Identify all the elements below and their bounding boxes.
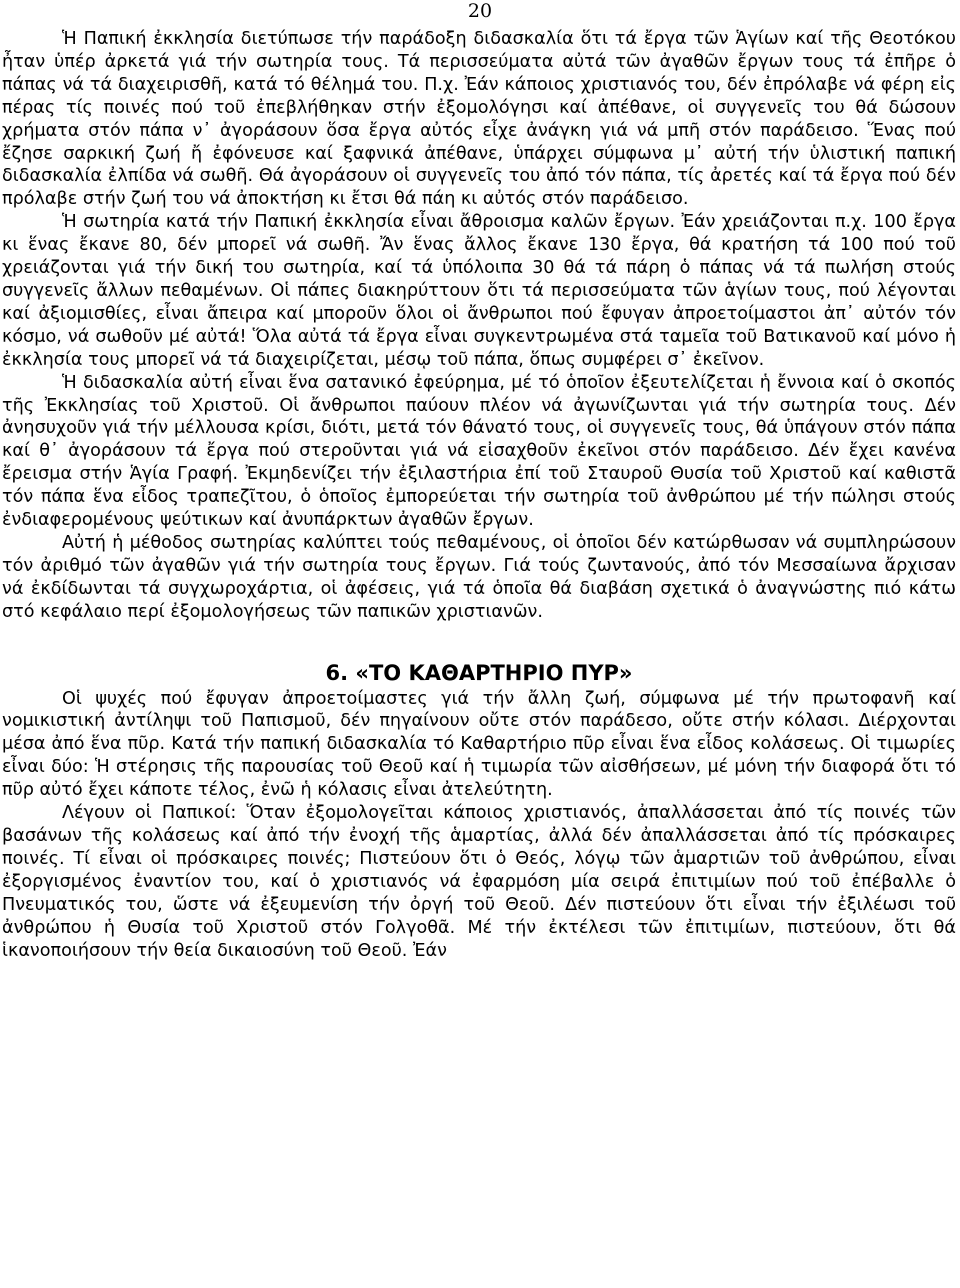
page-number: 20	[467, 0, 493, 22]
paragraph: Λέγουν οἱ Παπικοί: Ὅταν ἐξομολογεῖται κάποιος χριστιανός, ἀπαλλάσσεται ἀπό τίς ποινές τῶν βασάνων τῆς κολάσεως καί ἀπό τήν ἐνοχή τῆς ἁμαρτίας, ἀλλά δέν ἀπαλλάσσεται ἀπό τίς πρόσκαιρες ποινές. Τί εἶναι οἱ πρόσκαιρες ποινές; Πιστεύουν ὅτι ὁ Θεός, λόγῳ τῶν ἁμαρτιῶν τοῦ ἀνθρώπου, εἶναι ἐξοργισμένος ἐναντίον του, καί ὁ χριστιανός νά ἐφαρμόση μία σειρά ἐπιτιμίων πού τοῦ ἐπέβαλλε ὁ Πνευματικός του, ὥστε νά ἐξευμενίση τήν ὀργή τοῦ Θεοῦ. Δέν πιστεύουν ὅτι εἶναι τήν ἐξιλέωσι τοῦ ἀνθρώπου ἡ Θυσία τοῦ Χριστοῦ στόν Γολγοθᾶ. Μέ τήν ἐκτέλεσι τῶν ἐπιτιμίων, πιστεύουν, ὅτι θά ἱκανοποιήσουν τήν θεία δικαιοσύνη τοῦ Θεοῦ. Ἐάν	[2, 803, 956, 961]
paragraph: Ἡ σωτηρία κατά τήν Παπική ἐκκλησία εἶναι ἄθροισμα καλῶν ἔργων. Ἐάν χρειάζονται π.χ. 100 ἔργα κι ἕνας ἔκανε 80, δέν μπορεῖ νά σωθῆ. Ἄν ἕνας ἄλλος ἔκανε 130 ἔργα, θά κρατήση τά 100 πού τοῦ χρειάζονται γιά τήν δική του σωτηρία, καί τά ὑπόλοιπα 30 θά τά πάρη ὁ πάπας νά τά πωλήση στούς συγγενεῖς ἄλλων πεθαμένων. Οἱ πάπες διακηρύττουν ὅτι τά περισσεύματα τῶν ἁγίων τους, πού λέγονται καί ἀξιομισθίες, εἶναι ἄπειρα καί μποροῦν ὅλοι οἱ ἄνθρωποι πού ἔφυγαν ἀπροετοίμαστοι ἀπ᾽ αὐτόν τόν κόσμο, νά σωθοῦν μέ αὐτά! Ὅλα αὐτά τά ἔργα εἶναι συγκεντρωμένα στά ταμεῖα τοῦ Βατικανοῦ καί μόνο ἡ ἐκκλησία τους μπορεῖ νά τά διαχειρίζεται, μέσῳ τοῦ πάπα, ὅπως συμφέρει σ᾽ ἐκεῖνον.	[2, 212, 956, 370]
paragraph: Οἱ ψυχές πού ἔφυγαν ἀπροετοίμαστες γιά τήν ἄλλη ζωή, σύμφωνα μέ τήν πρωτοφανῆ καί νομικιστική ἀντίληψι τοῦ Παπισμοῦ, δέν πηγαίνουν οὔτε στόν παράδεσο, οὔτε στήν κόλασι. Διέρχονται μέσα ἀπό ἕνα πῦρ. Κατά τήν παπική διδασκαλία τό Καθαρτήριο πῦρ εἶναι ἕνα εἶδος κολάσεως. Οἱ τιμωρίες εἶναι δύο: Ἡ στέρησις τῆς παρουσίας τοῦ Θεοῦ καί ἡ τιμωρία τῶν αἰσθήσεων, μέ μόνη τήν διαφορά ὅτι τό πῦρ αὐτό ἔχει κάποτε τέλος, ἐνῶ ἡ κόλασις εἶναι ἀτελεύτητη.	[2, 688, 956, 801]
paragraph: Ἡ διδασκαλία αὐτή εἶναι ἕνα σατανικό ἐφεύρημα, μέ τό ὁποῖον ἐξευτελίζεται ἡ ἔννοια καί ὁ σκοπός τῆς Ἐκκλησίας τοῦ Χριστοῦ. Οἱ ἄνθρωποι παύουν πλέον νά ἀγωνίζωνται γιά τήν σωτηρία τους. Δέν ἀνησυχοῦν γιά τήν μέλλουσα κρίσι, διότι, μετά τόν θάνατό τους, οἱ συγγενεῖς τους, θά ὑπάγουν στόν πάπα καί θ᾽ ἀγοράσουν τά ἔργα πού στεροῦνται γιά νά εἰσαχθοῦν ἐκεῖνοι στόν παράδεισο. Δέν ἔχει κανένα ἔρεισμα στήν Ἁγία Γραφή. Ἐκμηδενίζει τήν ἐξιλαστήρια ἐπί τοῦ Σταυροῦ Θυσία τοῦ Χριστοῦ καί καθιστᾶ τόν πάπα ἕνα εἶδος τραπεζῖτου, ὁ ὁποῖος ἐμπορεύεται τήν σωτηρία τοῦ ἀνθρώπου μέ τήν πώλησι στούς ἐνδιαφερομένους ψεύτικων καί ἀνυπάρκτων ἀγαθῶν ἔργων.	[2, 372, 956, 531]
section-heading: 6. «ΤΟ ΚΑΘΑΡΤΗΡΙΟ ΠΥΡ»	[325, 660, 633, 685]
paragraph: Αὐτή ἡ μέθοδος σωτηρίας καλύπτει τούς πεθαμένους, οἱ ὁποῖοι δέν κατώρθωσαν νά συμπληρώσουν τόν ἀριθμό τῶν ἀγαθῶν γιά τήν σωτηρία τους ἔργων. Γιά τούς ζωντανούς, ἀπό τόν Μεσσαίωνα ἄρχισαν νά ἐκδίδωνται τά συγχωροχάρτια, οἱ ἀφέσεις, γιά τά ὁποῖα θά διαβάση σχετικά ὁ ἀναγνώστης πιό κάτω στό κεφάλαιο περί ἐξομολογήσεως τῶν παπικῶν χριστιανῶν.	[2, 532, 956, 622]
document-body	[2, 28, 956, 962]
paragraph: Ἡ Παπική ἐκκλησία διετύπωσε τήν παράδοξη διδασκαλία ὅτι τά ἔργα τῶν Ἁγίων καί τῆς Θεοτόκου ἦταν ὑπέρ ἀρκετά γιά τήν σωτηρία τους. Τά περισσεύματα αὐτά τῶν ἀγαθῶν ἔργων τους τά ἐπῆρε ὁ πάπας νά τά διαχειρισθῆ, κατά τό θέλημά του. Π.χ. Ἐάν κάποιος χριστιανός του, δέν ἐπρόλαβε νά φέρη εἰς πέρας τίς ποινές πού τοῦ ἐπεβλήθηκαν στήν ἐξομολόγησι καί ἀπέθανε, οἱ συγγενεῖς του θά δώσουν χρήματα στόν πάπα ν᾽ ἀγοράσουν ὅσα ἔργα αὐτός εἶχε ἀνάγκη γιά νά μπῆ στόν παράδεισο. Ἕνας πού ἔζησε σαρκική ζωή ἤ ἐφόνευσε καί ξαφνικά ἀπέθανε, ὑπάρχει σύμφωνα μ᾽ αὐτή τήν ὑλιστική παπική διδασκαλία ἐλπίδα νά σωθῆ. Θά ἀγοράσουν οἱ συγγενεῖς του ἀπό τόν πάπα, τίς ἀρετές καί τά ἔργα πού δέν πρόλαβε στήν ζωή του νά ἀποκτήση κι ἔτσι θά πάη κι αὐτός στόν παράδεισο.	[2, 29, 956, 210]
